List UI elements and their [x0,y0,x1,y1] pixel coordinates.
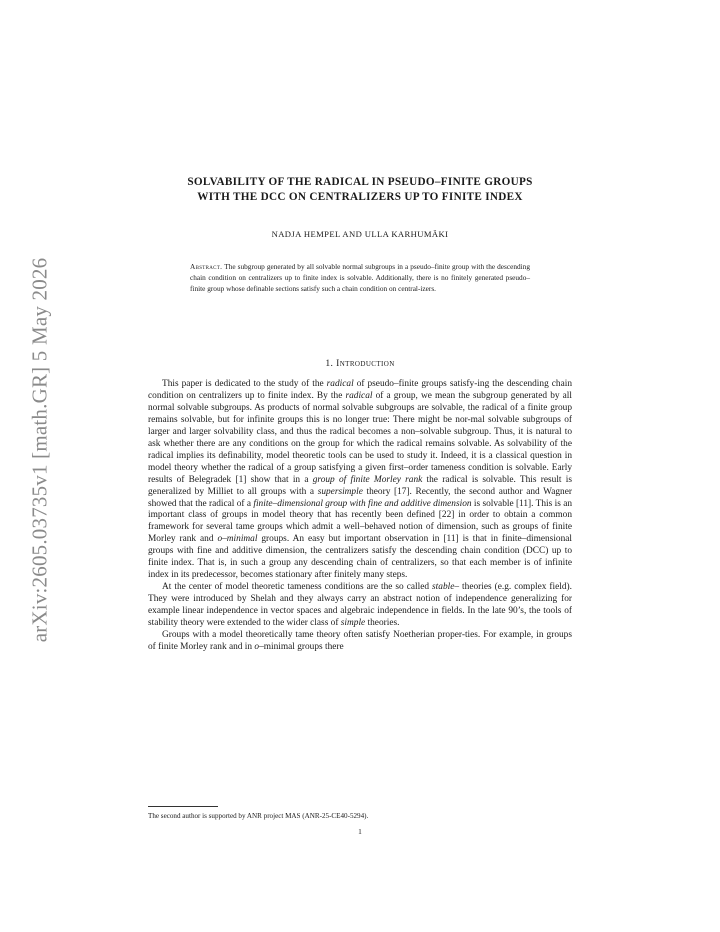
section-heading [140,358,580,369]
paragraph-3 [148,630,572,654]
page-number: 1 [358,827,362,836]
section-title: Introduction [336,358,395,369]
text-run: groups. An easy but important observation in [11] is that in finite–dimensional groups with fine and additive dimension, the centralizers satisfy the descending chain condition (DCC) up to finite index. That is, in such a group any descending chain of centralizers, so that each member is of infinite index in its predecessor, becomes stationary after finitely many steps. [148,534,572,581]
footnote-rule [148,806,218,807]
paragraph-1 [148,379,572,582]
paper-title [140,175,580,205]
emphasis: stable [432,582,455,593]
abstract-label: Abstract. [190,262,223,271]
text-run: This paper is dedicated to the study of the [162,379,327,389]
text-run: Groups with a model theoretically tame theory often satisfy Noetherian proper-ties. For example, in groups of finite Morley rank and in [148,630,572,652]
emphasis: radical [326,379,354,389]
body-text [148,379,572,654]
title-line-1: SOLVABILITY OF THE RADICAL IN PSEUDO–FINITE GROUPS [187,176,533,188]
emphasis: supersimple [317,486,363,497]
title-line-2: WITH THE DCC ON CENTRALIZERS UP TO FINITE INDEX [197,191,523,203]
text-run: –minimal groups there [259,641,344,652]
section-number: 1. [325,358,334,369]
emphasis: simple [340,618,366,629]
text-run: At the center of model theoretic tameness conditions are the so called [162,582,433,593]
abstract-text: The subgroup generated by all solvable normal subgroups in a pseudo–finite group with the descending chain condition on centralizers up to finite index is solvable. Additionally, there is no finitely generated pseudo–finite group whose definable sections satisfy such a chain condition on central-izers. [190,262,530,294]
arxiv-identifier: arXiv:2605.03735v1 [math.GR] 5 May 2026 [27,257,52,643]
text-run: theory [17]. Recently, the second author and Wagner showed that the radical of a [148,486,572,509]
emphasis: o–minimal [217,534,258,545]
paragraph-2 [148,582,572,630]
text-run: of a group, we mean the subgroup generated by all normal solvable subgroups. As products of normal solvable subgroups are solvable, the radical of a finite group remains solvable, but for infinite groups this is no longer true: There might be nor-mal solvable subgroups of larger and larger solvability class, and thus the radical becomes a non–solvable subgroup. Thus, it is natural to ask whether there are any conditions on the group for which the radical remains solvable. As solvability of the radical implies its definability, model theoretic tools can be used to study it. Indeed, it is a classical question in model theory whether the radical of a group satisfying a given first–order tameness condition is solvable. Early results of Belegradek [1] show that in a [148,390,572,485]
emphasis: o [254,641,260,652]
text-run: – theories (e.g. complex field). They were introduced by Shelah and they always carry an abstract notion of independence generalizing for example linear independence in vector spaces and algebraic independence in fields. In the late 90’s, the tools of stability theory were extended to the wider class of [148,582,572,629]
emphasis: group of finite Morley rank [312,474,423,485]
abstract [190,261,530,295]
text-run: the radical is solvable. This result is generalized by Milliet to all groups with a [148,474,572,497]
emphasis: radical [345,390,373,401]
emphasis: finite–dimensional group with fine and additive dimension [253,498,472,509]
text-run: is solvable [11]. This is an important class of groups in model theory that has recently been defined [22] in order to obtain a common framework for several tame groups which admit a well–behaved notion of dimension, such as groups of finite Morley rank and [148,498,573,545]
text-run: of pseudo–finite groups satisfy-ing the descending chain condition on centralizers up to finite index. By the [148,379,572,401]
paper-authors: NADJA HEMPEL AND ULLA KARHUMÄKI [271,229,449,239]
footnote: The second author is supported by ANR project MAS (ANR-25-CE40-5294). [148,812,369,820]
text-run: theories. [365,618,400,629]
